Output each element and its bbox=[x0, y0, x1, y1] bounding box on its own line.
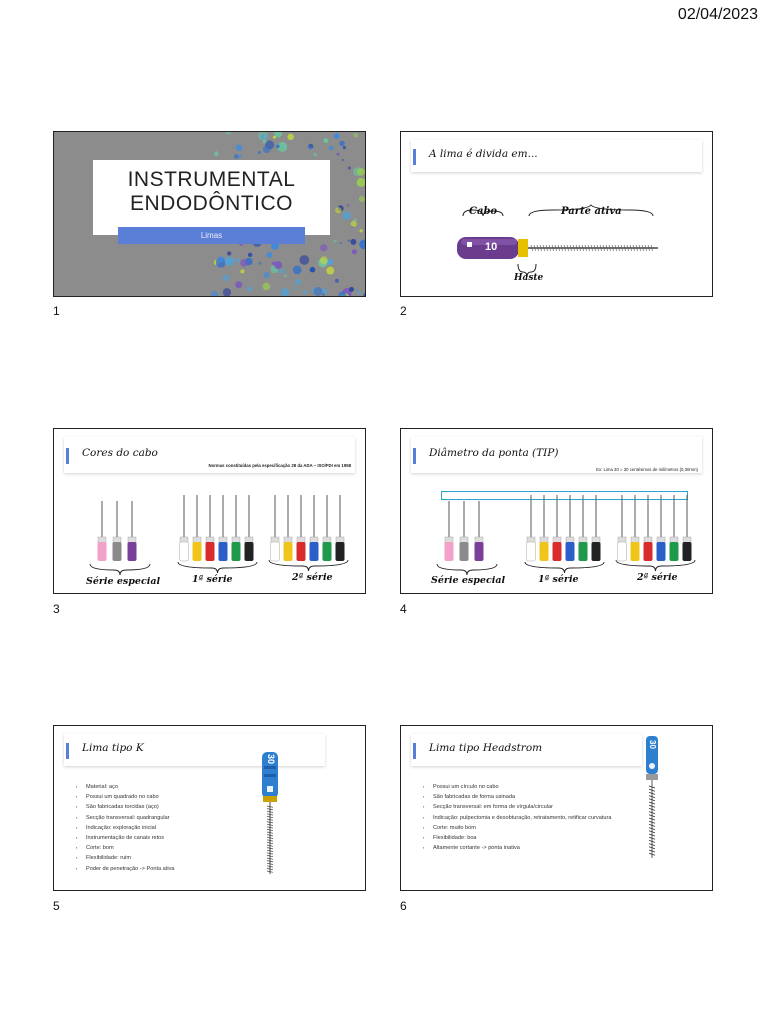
decor-dot bbox=[353, 133, 357, 137]
decor-dot bbox=[348, 240, 350, 242]
decor-dot bbox=[240, 269, 244, 273]
endo-file bbox=[657, 495, 666, 561]
decor-dot bbox=[247, 286, 252, 291]
endo-file bbox=[284, 495, 293, 561]
slide-2-title: A lima é divida em... bbox=[429, 148, 538, 160]
decor-dot bbox=[299, 255, 309, 265]
endo-file bbox=[128, 501, 137, 561]
decor-dot bbox=[335, 207, 341, 213]
decor-dot bbox=[363, 293, 366, 297]
endo-file bbox=[592, 495, 601, 561]
decor-dot bbox=[287, 134, 294, 141]
endo-file bbox=[180, 495, 189, 561]
decor-dot bbox=[320, 256, 328, 264]
decor-dot bbox=[225, 132, 231, 135]
endo-file bbox=[336, 495, 345, 561]
file-size-label: 10 bbox=[485, 241, 498, 253]
decor-dot bbox=[263, 146, 270, 153]
endo-file bbox=[475, 501, 484, 561]
slide-number-6: 6 bbox=[400, 899, 407, 913]
bullet-item: ▪ Material: aço bbox=[76, 782, 174, 792]
slide-3 bbox=[53, 428, 366, 594]
decor-dot bbox=[342, 159, 344, 161]
group-label-special: Série especial bbox=[431, 575, 506, 586]
file-anatomy-diagram bbox=[401, 132, 713, 297]
decor-dot bbox=[340, 242, 342, 244]
endo-file bbox=[566, 495, 575, 561]
decor-dot bbox=[335, 279, 339, 283]
decor-dot bbox=[341, 292, 344, 295]
slide-3-note: Normas constituídas pela especificação 28 da ADA – ISO/FDI em 1958 bbox=[208, 463, 351, 468]
decor-dot bbox=[343, 146, 346, 149]
endo-file bbox=[323, 495, 332, 561]
bullet-item: ▪ Secção transversal: em forma de vírgula/circular bbox=[423, 802, 611, 812]
decor-dot bbox=[223, 275, 230, 282]
slide-number-3: 3 bbox=[53, 602, 60, 616]
endo-file bbox=[113, 501, 122, 561]
decor-dot bbox=[262, 283, 270, 291]
decor-dot bbox=[227, 251, 231, 255]
decor-dot bbox=[234, 154, 239, 159]
decor-dot bbox=[309, 147, 312, 150]
decor-dot bbox=[334, 133, 340, 139]
decor-dot bbox=[248, 253, 252, 257]
decor-dot bbox=[214, 151, 219, 156]
decor-dot bbox=[238, 155, 241, 158]
decor-dot bbox=[348, 166, 351, 169]
group-label-first: 1ª série bbox=[192, 574, 233, 585]
decor-dot bbox=[357, 168, 365, 176]
decor-dot bbox=[236, 144, 243, 151]
decor-dot bbox=[225, 257, 234, 266]
decor-dot bbox=[358, 292, 361, 295]
decor-dot bbox=[349, 287, 354, 292]
bullet-item: ▪ Corte: bom bbox=[76, 843, 174, 853]
decor-dot bbox=[347, 204, 350, 207]
bullet-item: ▪ Instrumentação de canais retos bbox=[76, 833, 174, 843]
decor-dot bbox=[359, 240, 366, 249]
h-file-size: 30 bbox=[648, 740, 657, 749]
slide-6-title: Lima tipo Headstrom bbox=[429, 742, 543, 754]
decor-dot bbox=[313, 287, 322, 296]
endo-file bbox=[527, 495, 536, 561]
title-box bbox=[93, 160, 330, 235]
page-date: 02/04/2023 bbox=[677, 6, 758, 23]
k-file-image bbox=[54, 726, 366, 891]
endo-file bbox=[683, 495, 692, 561]
decor-dot bbox=[273, 136, 276, 139]
decor-dot bbox=[357, 178, 366, 187]
group-brace bbox=[525, 562, 604, 573]
decor-dot bbox=[320, 244, 327, 251]
endo-file bbox=[310, 495, 319, 561]
bullet-item: ▪ Altamente cortante -> ponta inativa bbox=[423, 843, 611, 853]
label-haste: Haste bbox=[514, 273, 544, 283]
group-brace bbox=[616, 560, 695, 571]
endo-file bbox=[670, 495, 679, 561]
group-label-second: 2ª série bbox=[292, 572, 333, 583]
group-label-first: 1ª série bbox=[538, 574, 579, 585]
slide-5 bbox=[53, 725, 366, 891]
decor-dot bbox=[294, 287, 297, 290]
endo-file bbox=[206, 495, 215, 561]
bullet-item: ▪ São fabricadas torcidas (aço) bbox=[76, 802, 174, 812]
group-label-special: Série especial bbox=[86, 576, 161, 587]
file-series-illustration bbox=[54, 429, 366, 594]
slide-1-title bbox=[53, 131, 366, 297]
endo-file bbox=[540, 495, 549, 561]
endo-file bbox=[245, 495, 254, 561]
decor-dot bbox=[293, 266, 302, 275]
slide-number-2: 2 bbox=[400, 304, 407, 318]
endo-file bbox=[445, 501, 454, 561]
slide-number-5: 5 bbox=[53, 899, 60, 913]
group-brace bbox=[437, 564, 497, 575]
endo-file bbox=[618, 495, 627, 561]
subtitle: Limas bbox=[200, 231, 223, 240]
bullet-item: ▪ Indicação: pulpectomia e desobturação, retratamento, retificar curvatura bbox=[423, 813, 611, 823]
decor-dot bbox=[365, 204, 366, 208]
decor-dot bbox=[329, 146, 334, 151]
decor-dot bbox=[310, 267, 316, 273]
decor-dot bbox=[276, 144, 280, 148]
bullet-item: ▪ Poder de penetração -> Ponta ativa bbox=[76, 864, 174, 874]
decor-dot bbox=[359, 196, 365, 202]
group-label-second: 2ª série bbox=[637, 572, 678, 583]
bullet-item: ▪ Possui um círculo no cabo bbox=[423, 782, 611, 792]
decor-dot bbox=[326, 267, 334, 275]
endo-file bbox=[232, 495, 241, 561]
decor-dot bbox=[298, 280, 301, 283]
bullet-item: ▪ Secção transversal: quadrangular bbox=[76, 813, 174, 823]
bullet-item: ▪ Flexibilidade: boa bbox=[423, 833, 611, 843]
decor-dot bbox=[313, 153, 317, 157]
decor-dot bbox=[240, 259, 248, 267]
decor-dot bbox=[211, 291, 218, 297]
endo-file bbox=[460, 501, 469, 561]
bullet-item: ▪ São fabricadas de forma usinada bbox=[423, 792, 611, 802]
decor-dot bbox=[263, 272, 270, 279]
endo-file bbox=[644, 495, 653, 561]
bullet-item: ▪ Possui um quadrado no cabo bbox=[76, 792, 174, 802]
slide-number-4: 4 bbox=[400, 602, 407, 616]
slide-3-title: Cores do cabo bbox=[82, 447, 158, 459]
bullet-item: ▪ Corte: muito bom bbox=[423, 823, 611, 833]
endo-file bbox=[297, 495, 306, 561]
decor-dot bbox=[322, 293, 324, 295]
decor-dot bbox=[343, 212, 351, 220]
endo-file bbox=[553, 495, 562, 561]
slide-2 bbox=[400, 131, 713, 297]
decor-dot bbox=[218, 256, 224, 262]
decor-dot bbox=[351, 221, 357, 227]
slide-5-title: Lima tipo K bbox=[82, 742, 144, 754]
bullet-item: ▪ Indicação: exploração inicial bbox=[76, 823, 174, 833]
decor-dot bbox=[334, 240, 337, 243]
file-series-illustration bbox=[401, 429, 713, 594]
decor-dot bbox=[337, 153, 340, 156]
decor-dot bbox=[339, 141, 344, 146]
decor-dot bbox=[258, 262, 261, 265]
decor-dot bbox=[352, 249, 357, 254]
decor-dot bbox=[350, 239, 356, 245]
endo-file bbox=[193, 495, 202, 561]
k-file-size: 30 bbox=[266, 754, 276, 765]
decor-dot bbox=[360, 229, 363, 232]
endo-file bbox=[271, 495, 280, 561]
h-file-image bbox=[401, 726, 713, 891]
endo-file bbox=[219, 495, 228, 561]
decor-dot bbox=[284, 274, 287, 277]
endo-file bbox=[579, 495, 588, 561]
decor-dot bbox=[258, 151, 261, 154]
subtitle-bar bbox=[118, 227, 305, 244]
decor-dot bbox=[274, 261, 282, 269]
decor-dot bbox=[235, 258, 240, 263]
decor-dot bbox=[267, 252, 273, 258]
label-parte-ativa: Parte ativa bbox=[561, 206, 622, 217]
endo-file bbox=[98, 501, 107, 561]
group-brace bbox=[90, 564, 150, 575]
title-line-2: ENDODÔNTICO bbox=[130, 192, 293, 215]
decor-dot bbox=[262, 139, 266, 143]
slide-4-title: Diâmetro da ponta (TIP) bbox=[429, 447, 559, 459]
decor-dot bbox=[279, 268, 285, 274]
bullet-item: ▪ Flexibilidade: ruim bbox=[76, 853, 174, 863]
slide-4 bbox=[400, 428, 713, 594]
decor-dot bbox=[303, 290, 307, 294]
slide-number-1: 1 bbox=[53, 304, 60, 318]
endo-file bbox=[631, 495, 640, 561]
group-brace bbox=[178, 562, 257, 573]
group-brace bbox=[269, 560, 348, 571]
decor-dot bbox=[261, 134, 267, 140]
decor-dot bbox=[223, 288, 231, 296]
decor-dot bbox=[235, 281, 242, 288]
slide-6 bbox=[400, 725, 713, 891]
decor-dot bbox=[323, 138, 328, 143]
title-line-1: INSTRUMENTAL bbox=[127, 168, 296, 191]
slide-4-note: Ex: Lima 30 = 30 centésimos de milímetros (0,30mm) bbox=[596, 467, 698, 472]
decor-dot bbox=[356, 289, 358, 291]
decor-dot bbox=[281, 288, 290, 297]
decor-dot bbox=[327, 259, 333, 265]
label-cabo: Cabo bbox=[469, 206, 498, 217]
